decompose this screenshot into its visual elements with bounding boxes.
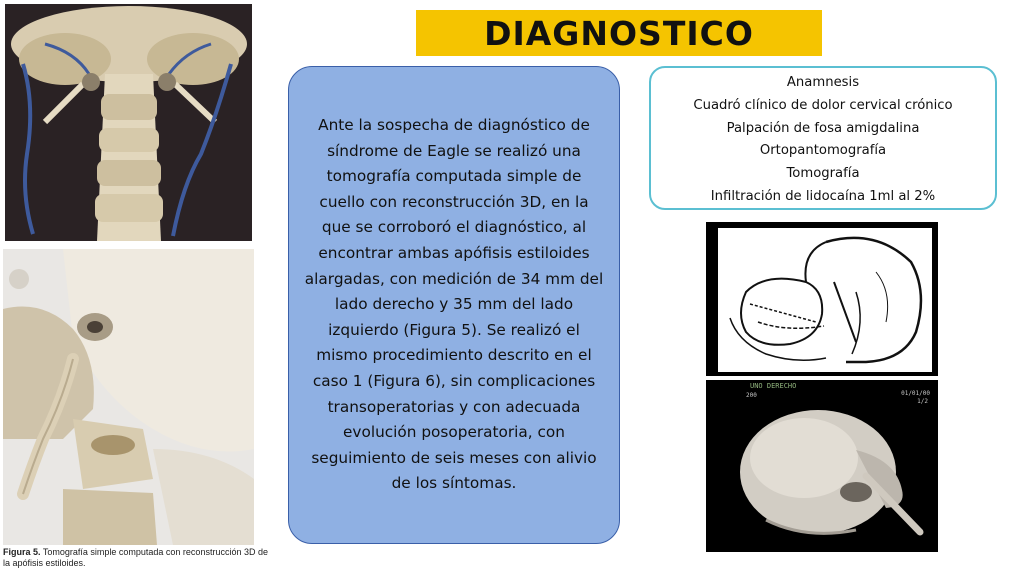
diagnostic-steps-box [649, 66, 997, 210]
diagnostic-step: Tomografía [786, 166, 860, 182]
page-title: DIAGNOSTICO [484, 13, 754, 53]
skull-line-drawing-image [706, 222, 938, 376]
diagnosis-description-text: Ante la sospecha de diagnóstico de síndrome de Eagle se realizó una tomografía computada simple de cuello con reconstrucción 3D, en la que se corroboró el diagnóstico, al encontrar ambas apófisis estiloides alargadas, con medición de 34 mm del lado derecho y 35 mm del lado izquierdo (Figura 5). Se realizó el mismo procedimiento descrito en el caso 1 (Figura 6), sin complicaciones transoperatorias y con adecuada evolución posoperatoria, con seguimiento de seis meses con alivio de los síntomas. [304, 116, 604, 493]
diagnostic-step: Ortopantomografía [759, 143, 887, 159]
ct-overlay-right: 01/01/00 [901, 390, 930, 397]
ct-skull-3d-image [706, 380, 938, 552]
figure-caption-text: Tomografía simple computada con reconstrucción 3D de la apófisis estiloides. [3, 547, 268, 568]
ct-skull-lateral-3d-image [3, 249, 254, 545]
ct-overlay-right-sub: 1/2 [917, 398, 928, 405]
ct-spine-3d-image [5, 4, 252, 241]
diagnostic-step: Infiltración de lidocaína 1ml al 2% [710, 188, 936, 204]
diagnostic-step: Anamnesis [786, 75, 860, 90]
figure-caption [3, 547, 273, 569]
diagnostic-step: Palpación de fosa amigdalina [726, 120, 920, 136]
ct-overlay-left-sub: 200 [746, 392, 757, 399]
figure-caption-label: Figura 5. [3, 547, 41, 557]
ct-overlay-left: UNO DERECHO [750, 382, 797, 390]
diagnostic-step: Cuadró clínico de dolor cervical crónico [693, 97, 953, 113]
diagnosis-description-box [288, 66, 620, 544]
title-banner [416, 10, 822, 56]
